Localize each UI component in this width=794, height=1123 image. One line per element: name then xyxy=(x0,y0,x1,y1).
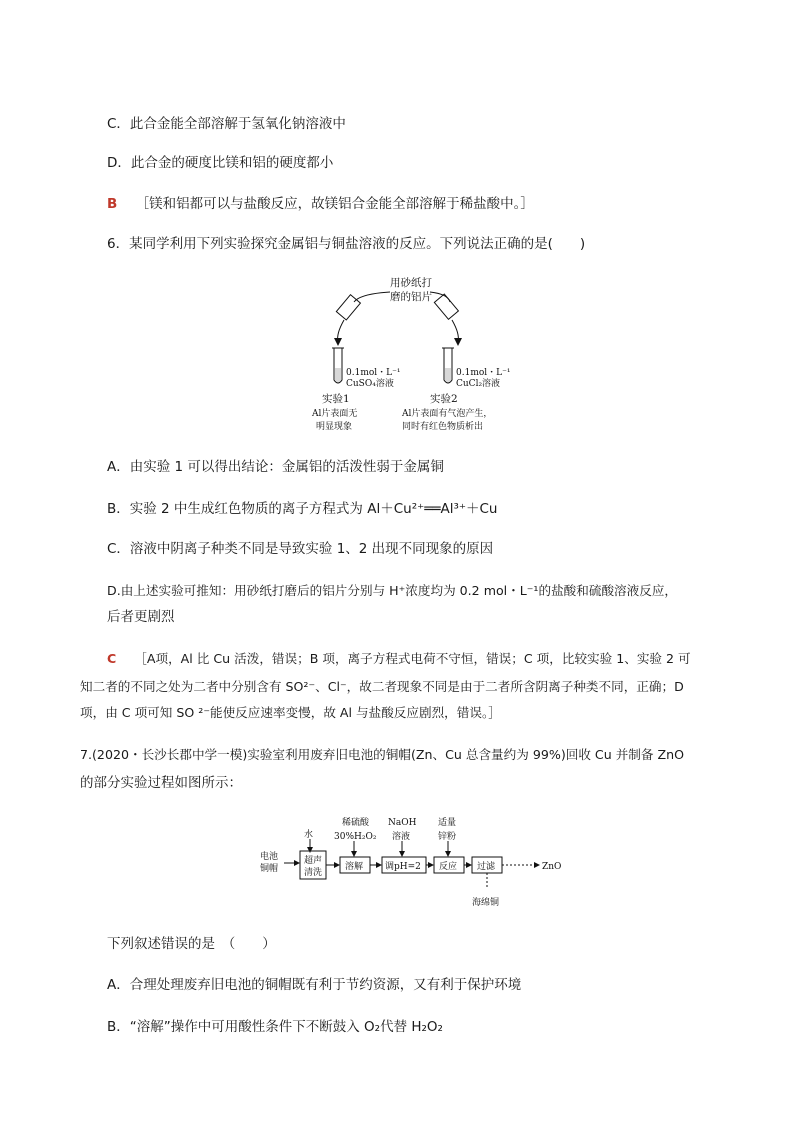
tube-2-solution xyxy=(445,368,451,382)
observation-2-line-1: Al片表面有气泡产生， xyxy=(402,409,493,419)
aluminium-strip-right xyxy=(434,294,458,319)
box3-label: 调pH=2 xyxy=(385,862,421,872)
tube-1-concentration: 0.1mol・L⁻¹ xyxy=(346,368,401,378)
q6-answer-letter: C xyxy=(107,651,117,666)
fig-top-label-1: 用砂纸打 xyxy=(390,277,432,289)
q5-explanation: ［镁和铝都可以与盐酸反应，故镁铝合金能全部溶解于稀盐酸中。］ xyxy=(135,196,534,212)
q7-option-a: A．合理处理废弃旧电池的铜帽既有利于节约资源，又有利于保护环境 xyxy=(107,977,522,993)
q6-option-d-line-1: D.由上述实验可推知：用砂纸打磨后的铝片分别与 H⁺浓度均为 0.2 mol・L⁻¹的盐酸和硫酸溶液反应， xyxy=(107,583,678,598)
reagent2-line-1: 稀硫酸 xyxy=(342,818,370,828)
q6-option-d-line-2: 后者更剧烈 xyxy=(107,609,175,625)
q5-answer xyxy=(107,195,534,213)
q6-explanation-line-3: 项，由 C 项可知 SO ²⁻能使反应速率变慢，故 Al 与盐酸反应剧烈，错误。］ xyxy=(80,705,501,720)
tube-1-solution xyxy=(335,368,341,382)
tube-2-solution-label: CuCl₂溶液 xyxy=(456,379,501,389)
aluminium-strip-left xyxy=(336,295,360,320)
q5-answer-letter: B xyxy=(107,196,118,212)
q6-experiment-figure xyxy=(300,272,530,442)
q6-stem: 6．某同学利用下列实验探究金属铝与铜盐溶液的反应。下列说法正确的是( ) xyxy=(107,236,586,252)
box1-line-2: 清洗 xyxy=(304,868,323,878)
q6-option-b: B．实验 2 中生成红色物质的离子方程式为 Al＋Cu²⁺══Al³⁺＋Cu xyxy=(107,501,498,517)
box2-label: 溶解 xyxy=(345,862,364,872)
q5-option-d: D．此合金的硬度比镁和铝的硬度都小 xyxy=(107,155,334,171)
q7-process-flow-figure xyxy=(258,815,578,911)
experiment-2-label: 实验2 xyxy=(430,393,458,405)
box1-line-1: 超声 xyxy=(304,856,323,866)
reagent3-line-1: NaOH xyxy=(388,818,417,828)
tube-1-solution-label: CuSO₄溶液 xyxy=(346,379,394,389)
observation-2-line-2: 同时有红色物质析出 xyxy=(402,422,484,432)
arrowhead-right xyxy=(454,338,462,346)
q7-option-b: B．“溶解”操作中可用酸性条件下不断鼓入 O₂代替 H₂O₂ xyxy=(107,1019,443,1035)
reagent4-line-2: 锌粉 xyxy=(438,832,457,842)
q6-option-c: C．溶液中阴离子种类不同是导致实验 1、2 出现不同现象的原因 xyxy=(107,541,494,557)
reagent2-line-2: 30%H₂O₂ xyxy=(334,832,377,842)
byproduct-label: 海绵铜 xyxy=(472,898,500,908)
q5-option-c: C．此合金能全部溶解于氢氧化钠溶液中 xyxy=(107,116,346,132)
experiment-1-label: 实验1 xyxy=(322,393,350,405)
tube-2-concentration: 0.1mol・L⁻¹ xyxy=(456,368,511,378)
reagent3-line-2: 溶液 xyxy=(392,832,411,842)
box5-label: 过滤 xyxy=(477,862,496,872)
product-label: ZnO xyxy=(542,862,562,872)
q7-stem-line-1: 7.(2020・长沙长郡中学一模)实验室利用废弃旧电池的铜帽(Zn、Cu 总含量约为 99%)回收 Cu 并制备 ZnO xyxy=(80,747,685,762)
q7-question: 下列叙述错误的是 （ ） xyxy=(107,936,276,952)
observation-1-line-2: 明显现象 xyxy=(316,422,353,432)
arrow-left-top xyxy=(354,292,390,302)
arrowhead-left xyxy=(334,338,342,346)
q6-explanation-line-1: ［A项，Al 比 Cu 活泼，错误；B 项，离子方程式电荷不守恒，错误；C 项，比较实验 1、实验 2 可 xyxy=(134,651,691,666)
input-label-2: 铜帽 xyxy=(260,864,279,874)
q6-option-a: A．由实验 1 可以得出结论：金属铝的活泼性弱于金属铜 xyxy=(107,459,444,475)
fig-top-label-2: 磨的铝片 xyxy=(390,291,432,303)
q7-stem-line-2: 的部分实验过程如图所示： xyxy=(80,775,242,791)
q6-explanation-line-2: 知二者的不同之处为二者中分别含有 SO²⁻、Cl⁻，故二者现象不同是由于二者所含阴离子种类不同，正确；D xyxy=(80,679,684,694)
q6-answer xyxy=(107,650,691,668)
box4-label: 反应 xyxy=(439,862,458,872)
observation-1-line-1: Al片表面无 xyxy=(312,409,358,419)
input-label-1: 电池 xyxy=(260,852,279,862)
reagent4-line-1: 适量 xyxy=(438,818,457,828)
water-label: 水 xyxy=(304,830,314,840)
arrow-right-top xyxy=(430,292,450,302)
